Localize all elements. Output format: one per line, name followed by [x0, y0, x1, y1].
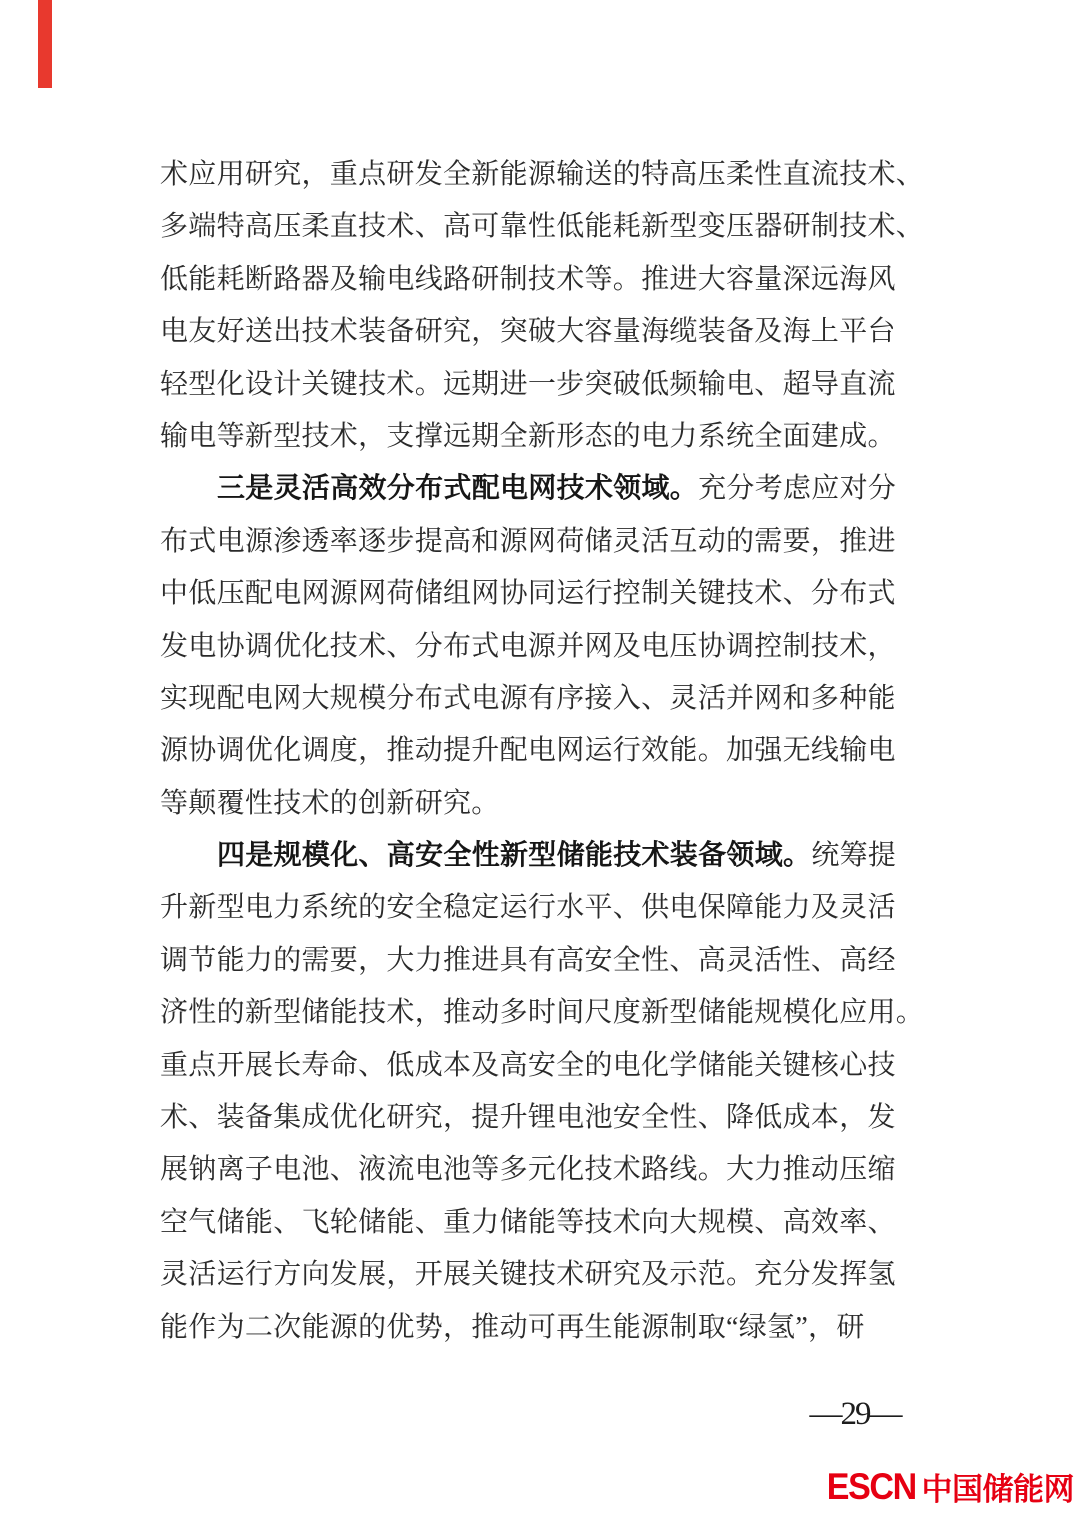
line-text: 布式电源渗透率逐步提高和源网荷储灵活互动的需要，推进	[160, 525, 896, 557]
body-line	[160, 620, 950, 672]
line-text: 展钠离子电池、液流电池等多元化技术路线。大力推动压缩	[160, 1154, 896, 1186]
line-text: 多端特高压柔直技术、高可靠性低能耗新型变压器研制技术、	[160, 211, 925, 243]
body-line	[160, 1091, 950, 1143]
body-line	[160, 305, 950, 357]
line-text: 济性的新型储能技术，推动多时间尺度新型储能规模化应用。	[160, 997, 925, 1029]
body-line	[160, 1196, 950, 1248]
body-line-paragraph-start	[160, 462, 950, 514]
line-text: 源协调优化调度，推动提升配电网运行效能。加强无线输电	[160, 735, 896, 767]
body-line	[160, 1301, 950, 1353]
body-line	[160, 148, 950, 200]
line-text: 统筹提	[811, 840, 897, 872]
line-text: 低能耗断路器及输电线路研制技术等。推进大容量深远海风	[160, 263, 896, 295]
body-line	[160, 515, 950, 567]
escn-logo-latin: ESCN	[826, 1465, 916, 1507]
line-text: 空气储能、飞轮储能、重力储能等技术向大规模、高效率、	[160, 1206, 896, 1238]
line-text: 重点开展长寿命、低成本及高安全的电化学储能关键核心技	[160, 1049, 896, 1081]
body-line-paragraph-start	[160, 829, 950, 881]
body-line	[160, 672, 950, 724]
line-text: 实现配电网大规模分布式电源有序接入、灵活并网和多种能	[160, 682, 896, 714]
line-text: 充分考虑应对分	[698, 473, 897, 505]
escn-logo-cjk: 中国储能网	[921, 1472, 1074, 1507]
body-line	[160, 567, 950, 619]
line-text: 术应用研究，重点研发全新能源输送的特高压柔性直流技术、	[160, 159, 925, 190]
body-line	[160, 410, 950, 462]
body-line	[160, 881, 950, 933]
line-text: 能作为二次能源的优势，推动可再生能源制取“绿氢”，研	[160, 1311, 865, 1343]
red-corner-marker	[38, 0, 52, 88]
line-text: 术、装备集成优化研究，提升锂电池安全性、降低成本，发	[160, 1102, 896, 1134]
body-line	[160, 200, 950, 252]
document-body	[160, 148, 950, 1353]
body-line	[160, 724, 950, 776]
body-line	[160, 253, 950, 305]
line-text: 轻型化设计关键技术。远期进一步突破低频输电、超导直流	[160, 368, 896, 400]
line-text: 灵活运行方向发展，开展关键技术研究及示范。充分发挥氢	[160, 1259, 896, 1291]
body-line	[160, 1143, 950, 1195]
body-line	[160, 1248, 950, 1300]
body-line	[160, 1039, 950, 1091]
body-line	[160, 358, 950, 410]
body-line	[160, 934, 950, 986]
page-number: —29—	[809, 1396, 901, 1432]
paragraph-lead: 四是规模化、高安全性新型储能技术装备领域。	[217, 839, 812, 871]
line-text: 发电协调优化技术、分布式电源并网及电压协调控制技术，	[160, 630, 896, 662]
line-text: 中低压配电网源网荷储组网协同运行控制关键技术、分布式	[160, 578, 896, 610]
body-line	[160, 986, 950, 1038]
escn-logo	[819, 1464, 1074, 1509]
line-text: 电友好送出技术装备研究，突破大容量海缆装备及海上平台	[160, 316, 896, 348]
line-text: 输电等新型技术，支撑远期全新形态的电力系统全面建成。	[160, 420, 896, 452]
body-line	[160, 777, 950, 829]
paragraph-lead: 三是灵活高效分布式配电网技术领域。	[217, 472, 699, 504]
line-text: 升新型电力系统的安全稳定运行水平、供电保障能力及灵活	[160, 892, 896, 924]
line-text: 调节能力的需要，大力推进具有高安全性、高灵活性、高经	[160, 944, 896, 976]
line-text: 等颠覆性技术的创新研究。	[160, 787, 500, 819]
